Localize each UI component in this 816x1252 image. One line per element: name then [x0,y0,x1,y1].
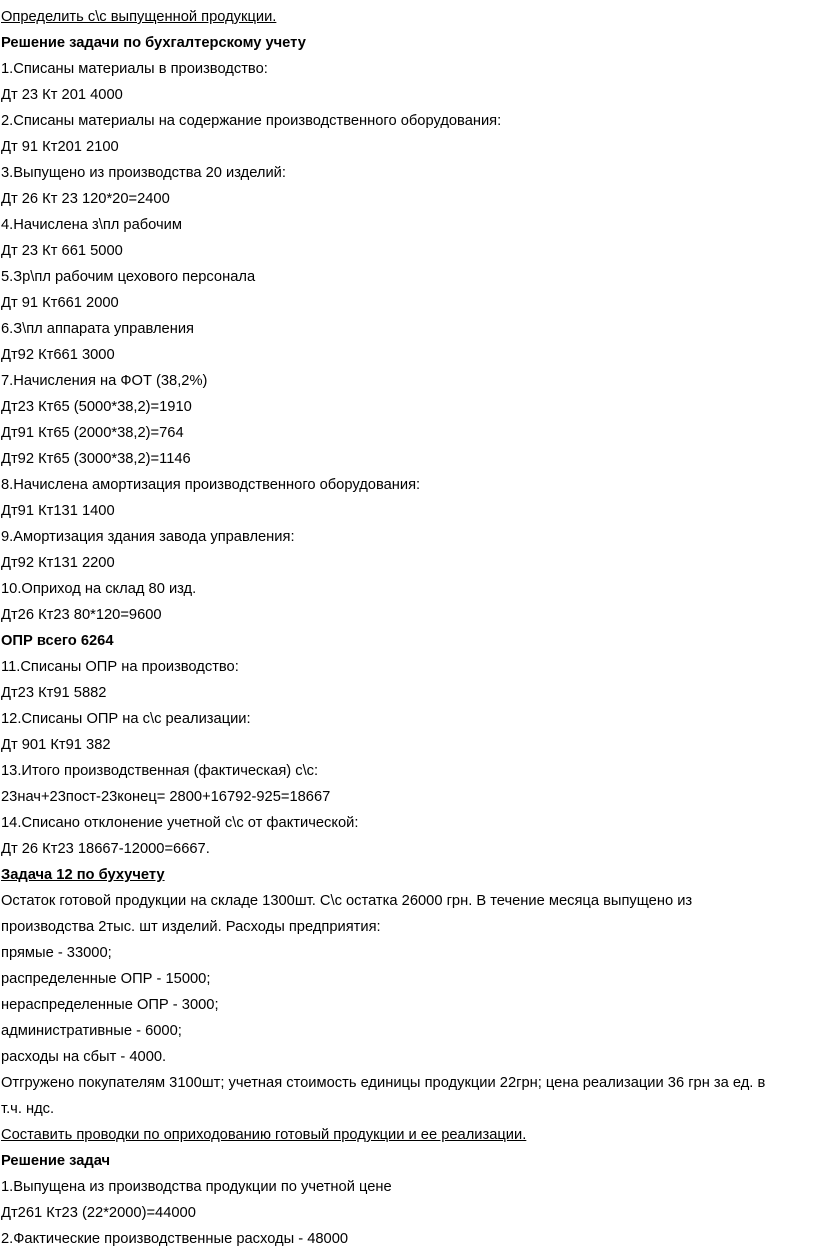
text-line: нераспределенные ОПР - 3000; [1,997,219,1013]
text-line: Остаток готовой продукции на складе 1300шт. С\с остатка 26000 грн. В течение месяца выпущено из [1,893,693,909]
text-line: Дт92 Кт661 3000 [1,347,115,363]
text-line: Дт92 Кт65 (3000*38,2)=1146 [1,451,191,467]
text-line: Дт 23 Кт 661 5000 [1,243,123,259]
text-line: административные - 6000; [1,1023,182,1039]
text-line: 14.Списано отклонение учетной с\с от фактической: [1,815,359,831]
text-line: т.ч. ндс. [1,1101,55,1117]
text-line: Дт92 Кт131 2200 [1,555,115,571]
text-line: Дт 23 Кт 201 4000 [1,87,123,103]
text-line: Дт23 Кт65 (5000*38,2)=1910 [1,399,192,415]
text-line: 2.Фактические производственные расходы - 48000 [1,1231,349,1247]
text-line: 6.З\пл аппарата управления [1,321,194,337]
text-line: Дт 26 Кт 23 120*20=2400 [1,191,170,207]
text-line: расходы на сбыт - 4000. [1,1049,167,1065]
text-line: 12.Списаны ОПР на с\с реализации: [1,711,251,727]
text-line: 1.Списаны материалы в производство: [1,61,268,77]
text-line: 1.Выпущена из производства продукции по учетной цене [1,1179,392,1195]
text-line: 7.Начисления на ФОТ (38,2%) [1,373,208,389]
text-line: Дт261 Кт23 (22*2000)=44000 [1,1205,196,1221]
heading-line: Решение задачи по бухгалтерскому учету [1,35,306,51]
text-line: Дт91 Кт65 (2000*38,2)=764 [1,425,184,441]
text-line: 23нач+23пост-23конец= 2800+16792-925=18667 [1,789,331,805]
text-line: Дт91 Кт131 1400 [1,503,115,519]
text-line: 8.Начислена амортизация производственного оборудования: [1,477,421,493]
text-line: производства 2тыс. шт изделий. Расходы предприятия: [1,919,381,935]
text-line: 11.Списаны ОПР на производство: [1,659,239,675]
task-statement-line: Определить с\с выпущенной продукции. [1,9,277,25]
text-line: 10.Оприход на склад 80 изд. [1,581,197,597]
text-line: Дт 901 Кт91 382 [1,737,111,753]
text-line: Дт26 Кт23 80*120=9600 [1,607,162,623]
text-line: 5.Зр\пл рабочим цехового персонала [1,269,256,285]
text-line: Отгружено покупателям 3100шт; учетная стоимость единицы продукции 22грн; цена реализации 36 грн за ед. в [1,1075,766,1091]
heading-line: ОПР всего 6264 [1,633,114,649]
task-statement-line: Составить проводки по оприходованию готовый продукции и ее реализации. [1,1127,527,1143]
text-line: Дт 91 Кт661 2000 [1,295,119,311]
text-line: распределенные ОПР - 15000; [1,971,211,987]
text-line: прямые - 33000; [1,945,112,961]
text-line: 2.Списаны материалы на содержание производственного оборудования: [1,113,502,129]
text-line: 13.Итого производственная (фактическая) с\с: [1,763,319,779]
text-line: 3.Выпущено из производства 20 изделий: [1,165,286,181]
text-line: Дт 26 Кт23 18667-12000=6667. [1,841,210,857]
heading-line: Решение задач [1,1153,111,1169]
text-line: Дт23 Кт91 5882 [1,685,107,701]
text-line: Дт 91 Кт201 2100 [1,139,119,155]
task-title-line: Задача 12 по бухучету [1,867,165,883]
text-line: 4.Начислена з\пл рабочим [1,217,182,233]
text-line: 9.Амортизация здания завода управления: [1,529,295,545]
